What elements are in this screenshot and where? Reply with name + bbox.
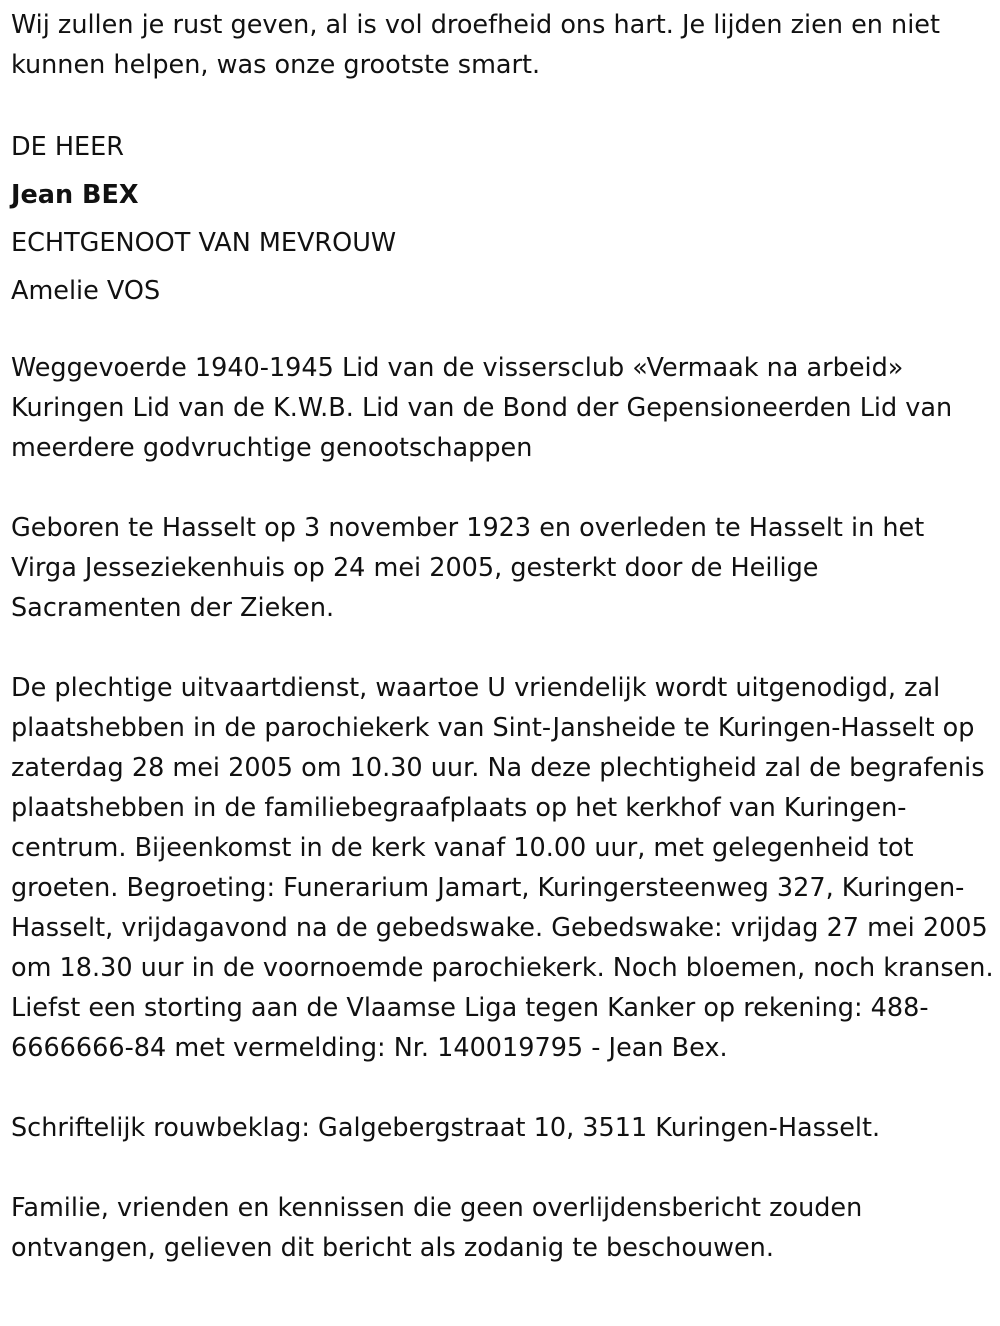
deceased-name: Jean BEX	[11, 180, 139, 210]
obituary-notice	[11, 5, 996, 1268]
deceased-title: DE HEER	[11, 132, 124, 162]
intro-verse: Wij zullen je rust geven, al is vol droefheid ons hart. Je lijden zien en niet kunnen helpen, was onze grootste smart.	[11, 10, 940, 80]
deceased-relation: ECHTGENOOT VAN MEVROUW	[11, 228, 397, 258]
affiliations-paragraph: Weggevoerde 1940-1945 Lid van de vissersclub «Vermaak na arbeid» Kuringen Lid van de K.W.B. Lid van de Bond der Gepensioneerden Lid van meerdere godvruchtige genootschappen	[11, 353, 953, 463]
birth-death-paragraph: Geboren te Hasselt op 3 november 1923 en overleden te Hasselt in het Virga Jesseziekenhuis op 24 mei 2005, gesterkt door de Heilige Sacramenten der Zieken.	[11, 513, 925, 623]
spouse-name: Amelie VOS	[11, 276, 161, 306]
condolences-paragraph: Schriftelijk rouwbeklag: Galgebergstraat 10, 3511 Kuringen-Hasselt.	[11, 1113, 881, 1143]
deceased-header	[11, 123, 996, 315]
funeral-paragraph: De plechtige uitvaartdienst, waartoe U vriendelijk wordt uitgenodigd, zal plaatshebben in de parochiekerk van Sint-Jansheide te Kuringen-Hasselt op zaterdag 28 mei 2005 om 10.30 uur. Na deze plechtigheid zal de begrafenis plaatshebben in de familiebegraafplaats op het kerkhof van Kuringen-centrum. Bijeenkomst in de kerk vanaf 10.00 uur, met gelegenheid tot groeten. Begroeting: Funerarium Jamart, Kuringersteenweg 327, Kuringen-Hasselt, vrijdagavond na de gebedswake. Gebedswake: vrijdag 27 mei 2005 om 18.30 uur in de voornoemde parochiekerk. Noch bloemen, noch kransen. Liefst een storting aan de Vlaamse Liga tegen Kanker op rekening: 488-6666666-84 met vermelding: Nr. 140019795 - Jean Bex.	[11, 673, 994, 1063]
closing-paragraph: Familie, vrienden en kennissen die geen overlijdensbericht zouden ontvangen, gelieven dit bericht als zodanig te beschouwen.	[11, 1193, 863, 1263]
